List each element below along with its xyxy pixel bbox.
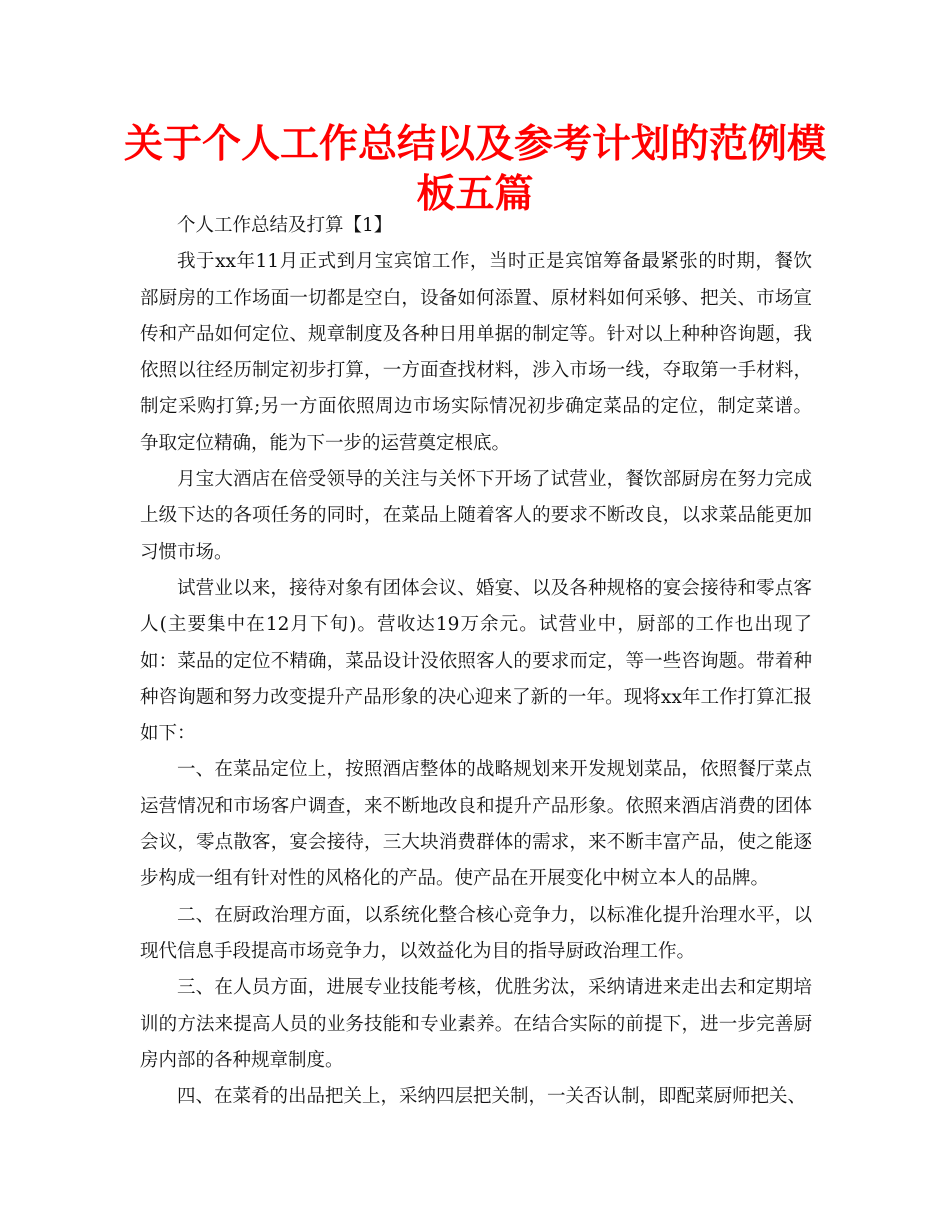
title-line-2: 板五篇 — [416, 172, 534, 217]
document-title — [120, 120, 830, 220]
paragraph: 四、在菜肴的出品把关上，采纳四层把关制，一关否认制，即配菜厨师把关、 — [177, 1086, 807, 1108]
paragraph: 我于xx年11月正式到月宝宾馆工作，当时正是宾馆筹备最紧张的时期，餐饮部厨房的工作场面一切都是空白，设备如何添置、原材料如何采够、把关、市场宣传和产品如何定位、规章制度及各种日用单据的制定等。针对以上种种咨询题，我依照以往经历制定初步打算，一方面查找材料，涉入市场一线，夺取第一手材料，制定采购打算;另一方面依照周边市场实际情况初步确定菜品的定位，制定菜谱。争取定位精确，能为下一步的运营奠定根底。 — [140, 251, 812, 454]
paragraph: 一、在菜品定位上，按照酒店整体的战略规划来开发规划菜品，依照餐厅菜点运营情况和市场客户调查，来不断地改良和提升产品形象。依照来酒店消费的团体会议，零点散客，宴会接待，三大块消费群体的需求，来不断丰富产品，使之能逐步构成一组有针对性的风格化的产品。使产品在开展变化中树立本人的品牌。 — [140, 759, 812, 890]
paragraph: 二、在厨政治理方面，以系统化整合核心竞争力，以标准化提升治理水平，以现代信息手段提高市场竞争力，以效益化为目的指导厨政治理工作。 — [140, 904, 812, 962]
paragraph: 月宝大酒店在倍受领导的关注与关怀下开场了试营业，餐饮部厨房在努力完成上级下达的各项任务的同时，在菜品上随着客人的要求不断改良，以求菜品能更加习惯市场。 — [140, 469, 812, 563]
paragraph: 三、在人员方面，进展专业技能考核，优胜劣汰，采纳请进来走出去和定期培训的方法来提高人员的业务技能和专业素养。在结合实际的前提下，进一步完善厨房内部的各种规章制度。 — [140, 977, 812, 1071]
paragraph: 试营业以来，接待对象有团体会议、婚宴、以及各种规格的宴会接待和零点客人(主要集中在12月下旬)。营收达19万余元。试营业中，厨部的工作也出现了如：菜品的定位不精确，菜品设计没依照客人的要求而定，等一些咨询题。带着种种咨询题和努力改变提升产品形象的决心迎来了新的一年。现将xx年工作打算汇报如下： — [140, 577, 812, 745]
section-heading: 个人工作总结及打算【1】 — [177, 215, 393, 236]
title-line-1: 关于个人工作总结以及参考计划的范例模 — [123, 122, 826, 167]
document-body — [140, 208, 812, 1115]
